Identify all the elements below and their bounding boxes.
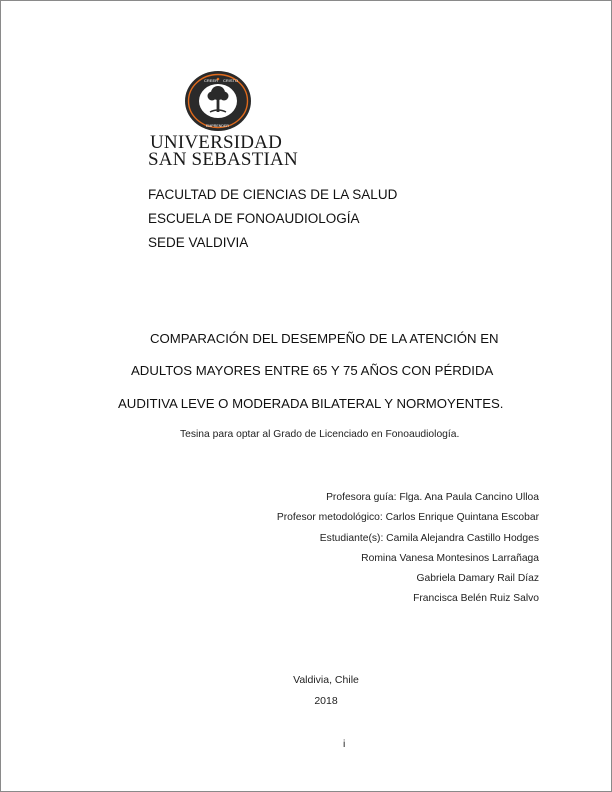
page-number: i	[343, 738, 346, 750]
thesis-title-line2: ADULTOS MAYORES ENTRE 65 Y 75 AÑOS CON PÉRDIDA	[131, 363, 494, 378]
campus-name: SEDE VALDIVIA	[148, 235, 249, 250]
place-text: Valdivia, Chile	[293, 674, 359, 686]
credit-methodology-professor: Profesor metodológico: Carlos Enrique Quintana Escobar	[276, 512, 539, 524]
credits-block	[277, 488, 539, 610]
thesis-title-line1: COMPARACIÓN DEL DESEMPEÑO DE LA ATENCIÓN EN	[150, 331, 499, 346]
university-name-line2: SAN SEBASTIAN	[148, 149, 298, 170]
faculty-name: FACULTAD DE CIENCIAS DE LA SALUD	[148, 187, 398, 202]
school-name: ESCUELA DE FONOAUDIOLOGÍA	[148, 211, 360, 226]
credit-guide-professor: Profesora guía: Flga. Ana Paula Cancino Ulloa	[326, 492, 539, 503]
thesis-title-line3: AUDITIVA LEVE O MODERADA BILATERAL Y NORMOYENTES.	[118, 396, 504, 411]
seal-bottom-text: EMPRENDER	[206, 124, 229, 128]
credit-student: Romina Vanesa Montesinos Larrañaga	[361, 552, 539, 564]
university-name-line1: UNIVERSIDAD	[150, 132, 283, 153]
seal-right-text: CRISTO	[223, 78, 239, 83]
year-text: 2018	[314, 695, 338, 707]
thesis-subtitle: Tesina para optar al Grado de Licenciado en Fonoaudiología.	[180, 429, 460, 440]
university-seal-logo	[184, 70, 252, 132]
seal-left-text: CREER	[204, 78, 219, 83]
credit-student: Francisca Belén Ruiz Salvo	[413, 593, 539, 605]
credit-student: Estudiante(s): Camila Alejandra Castillo Hodges	[319, 532, 539, 544]
credit-student: Gabriela Damary Rail Díaz	[416, 573, 539, 585]
